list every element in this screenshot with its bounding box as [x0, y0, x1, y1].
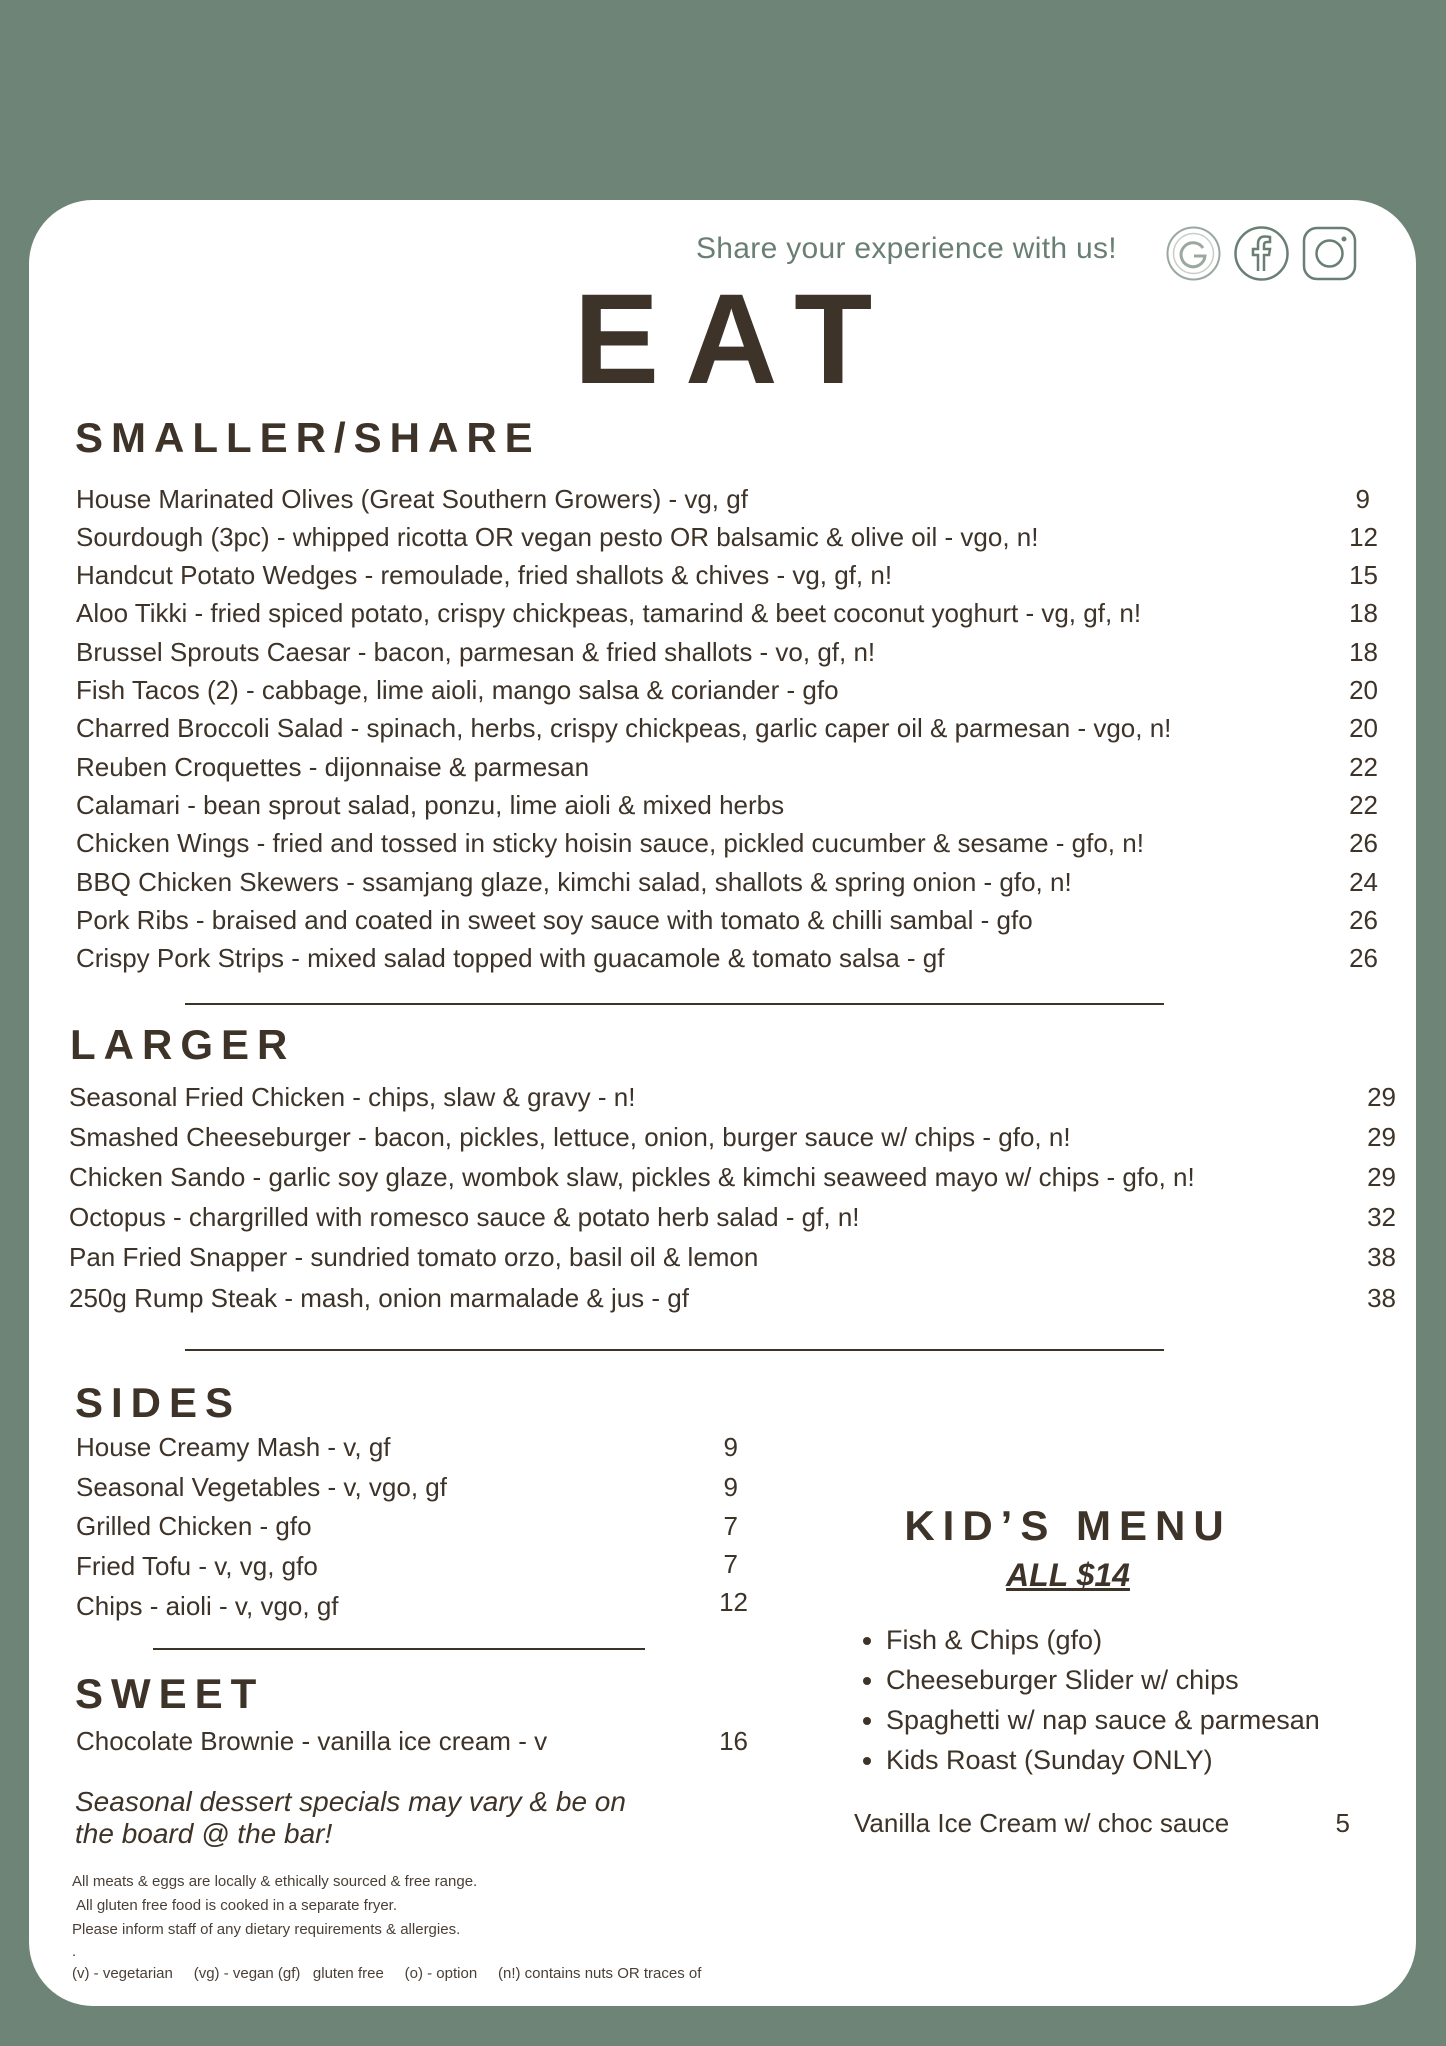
menu-item-name: House Creamy Mash - v, gf — [76, 1432, 391, 1462]
menu-item-price: 29 — [1367, 1082, 1396, 1112]
menu-item-price: 18 — [1349, 637, 1378, 667]
menu-item-name: Chicken Sando - garlic soy glaze, wombok slaw, pickles & kimchi seaweed mayo w/ chips - gfo, n! — [69, 1162, 1195, 1192]
section-divider — [185, 1003, 1164, 1005]
dessert-note — [75, 1786, 695, 1850]
menu-item-price: 12 — [1349, 522, 1378, 552]
footer-line: All meats & eggs are locally & ethically sourced & free range. — [72, 1873, 478, 1890]
menu-item-name: Grilled Chicken - gfo — [76, 1511, 312, 1541]
footer-line: . — [72, 1943, 77, 1960]
list-item: • Spaghetti w/ nap sauce & parmesan — [886, 1700, 1320, 1740]
menu-item-price: 20 — [1349, 675, 1378, 705]
list-item: • Fish & Chips (gfo) — [886, 1620, 1320, 1660]
menu-item-name: Chocolate Brownie - vanilla ice cream - v — [76, 1726, 548, 1756]
kids-extra-item-price: 5 — [1335, 1808, 1350, 1838]
menu-item-price: 32 — [1367, 1202, 1396, 1232]
menu-item-price: 9 — [723, 1432, 738, 1462]
menu-item-price: 22 — [1349, 790, 1378, 820]
google-icon[interactable] — [1166, 226, 1221, 281]
menu-item-price: 9 — [723, 1472, 738, 1502]
menu-item-price: 29 — [1367, 1122, 1396, 1152]
menu-item-price: 38 — [1367, 1242, 1396, 1272]
menu-item-price: 26 — [1349, 943, 1378, 973]
footer-line: Please inform staff of any dietary requirements & allergies. — [72, 1921, 461, 1938]
dessert-note-line: Seasonal dessert specials may vary & be on — [75, 1786, 626, 1817]
menu-item-name: Aloo Tikki - fried spiced potato, crispy chickpeas, tamarind & beet coconut yoghurt - vg, gf, n! — [76, 598, 1142, 628]
section-heading-smaller-share: SMALLER/SHARE — [75, 414, 541, 461]
menu-item-price: 26 — [1349, 905, 1378, 935]
dessert-note-line: the board @ the bar! — [75, 1818, 333, 1849]
footer-line: All gluten free food is cooked in a separate fryer. — [76, 1897, 398, 1914]
kids-menu-price: ALL $14 — [1006, 1557, 1130, 1593]
list-item: • Kids Roast (Sunday ONLY) — [886, 1740, 1320, 1780]
menu-item-name: Calamari - bean sprout salad, ponzu, lime aioli & mixed herbs — [76, 790, 785, 820]
kids-menu-list — [860, 1620, 1320, 1780]
menu-item-price: 22 — [1349, 752, 1378, 782]
instagram-icon[interactable] — [1302, 226, 1357, 281]
menu-item-price: 15 — [1349, 560, 1378, 590]
menu-item-price: 20 — [1349, 713, 1378, 743]
footer-notes — [72, 1870, 701, 1986]
menu-item-name: Handcut Potato Wedges - remoulade, fried shallots & chives - vg, gf, n! — [76, 560, 893, 590]
menu-item-name: Octopus - chargrilled with romesco sauce & potato herb salad - gf, n! — [69, 1202, 860, 1232]
menu-item-name: Fish Tacos (2) - cabbage, lime aioli, mango salsa & coriander - gfo — [76, 675, 839, 705]
menu-item-name: Sourdough (3pc) - whipped ricotta OR vegan pesto OR balsamic & olive oil - vgo, n! — [76, 522, 1039, 552]
menu-item-name: Reuben Croquettes - dijonnaise & parmesan — [76, 752, 590, 782]
menu-item-name: Chips - aioli - v, vgo, gf — [76, 1591, 339, 1621]
menu-item-name: Chicken Wings - fried and tossed in sticky hoisin sauce, pickled cucumber & sesame - gfo, n! — [76, 828, 1144, 858]
menu-item-name: BBQ Chicken Skewers - ssamjang glaze, kimchi salad, shallots & spring onion - gfo, n! — [76, 867, 1072, 897]
menu-item-name: Seasonal Vegetables - v, vgo, gf — [76, 1472, 447, 1502]
menu-item-price: 26 — [1349, 828, 1378, 858]
facebook-icon[interactable] — [1234, 226, 1289, 281]
menu-item-name: Crispy Pork Strips - mixed salad topped with guacamole & tomato salsa - gf — [76, 943, 945, 973]
kids-menu-heading: KID’S MENU — [904, 1502, 1232, 1549]
section-divider — [185, 1349, 1164, 1351]
menu-item-name: Charred Broccoli Salad - spinach, herbs, crispy chickpeas, garlic caper oil & parmesan - vgo, n! — [76, 713, 1172, 743]
menu-item-name: House Marinated Olives (Great Southern Growers) - vg, gf — [76, 484, 748, 514]
menu-item-price: 12 — [719, 1587, 748, 1617]
menu-item-name: Pan Fried Snapper - sundried tomato orzo, basil oil & lemon — [69, 1242, 759, 1272]
menu-item-price: 9 — [1355, 484, 1370, 514]
section-heading-larger: LARGER — [70, 1021, 296, 1068]
section-divider — [153, 1648, 645, 1650]
menu-item-price: 24 — [1349, 867, 1378, 897]
kids-extra-item-name: Vanilla Ice Cream w/ choc sauce — [854, 1808, 1230, 1838]
menu-item-price: 38 — [1367, 1283, 1396, 1313]
menu-item-name: Pork Ribs - braised and coated in sweet soy sauce with tomato & chilli sambal - gfo — [76, 905, 1033, 935]
dietary-legend: (v) - vegetarian (vg) - vegan (gf) gluten free (o) - option (n!) contains nuts OR traces of — [72, 1965, 702, 1982]
menu-item-name: Seasonal Fried Chicken - chips, slaw & gravy - n! — [69, 1082, 636, 1112]
section-heading-sweet: SWEET — [75, 1670, 265, 1717]
menu-item-price: 7 — [723, 1511, 738, 1541]
menu-item-price: 18 — [1349, 598, 1378, 628]
page-title: EAT — [573, 268, 899, 411]
menu-item-name: Brussel Sprouts Caesar - bacon, parmesan & fried shallots - vo, gf, n! — [76, 637, 876, 667]
menu-item-price: 16 — [719, 1726, 748, 1756]
menu-item-name: Fried Tofu - v, vg, gfo — [76, 1551, 318, 1581]
share-text: Share your experience with us! — [696, 232, 1117, 265]
menu-item-price: 29 — [1367, 1162, 1396, 1192]
list-item: • Cheeseburger Slider w/ chips — [886, 1660, 1320, 1700]
menu-item-name: 250g Rump Steak - mash, onion marmalade & jus - gf — [69, 1283, 689, 1313]
menu-item-name: Smashed Cheeseburger - bacon, pickles, lettuce, onion, burger sauce w/ chips - gfo, n! — [69, 1122, 1071, 1152]
section-heading-sides: SIDES — [75, 1379, 242, 1426]
menu-item-price: 7 — [723, 1549, 738, 1579]
